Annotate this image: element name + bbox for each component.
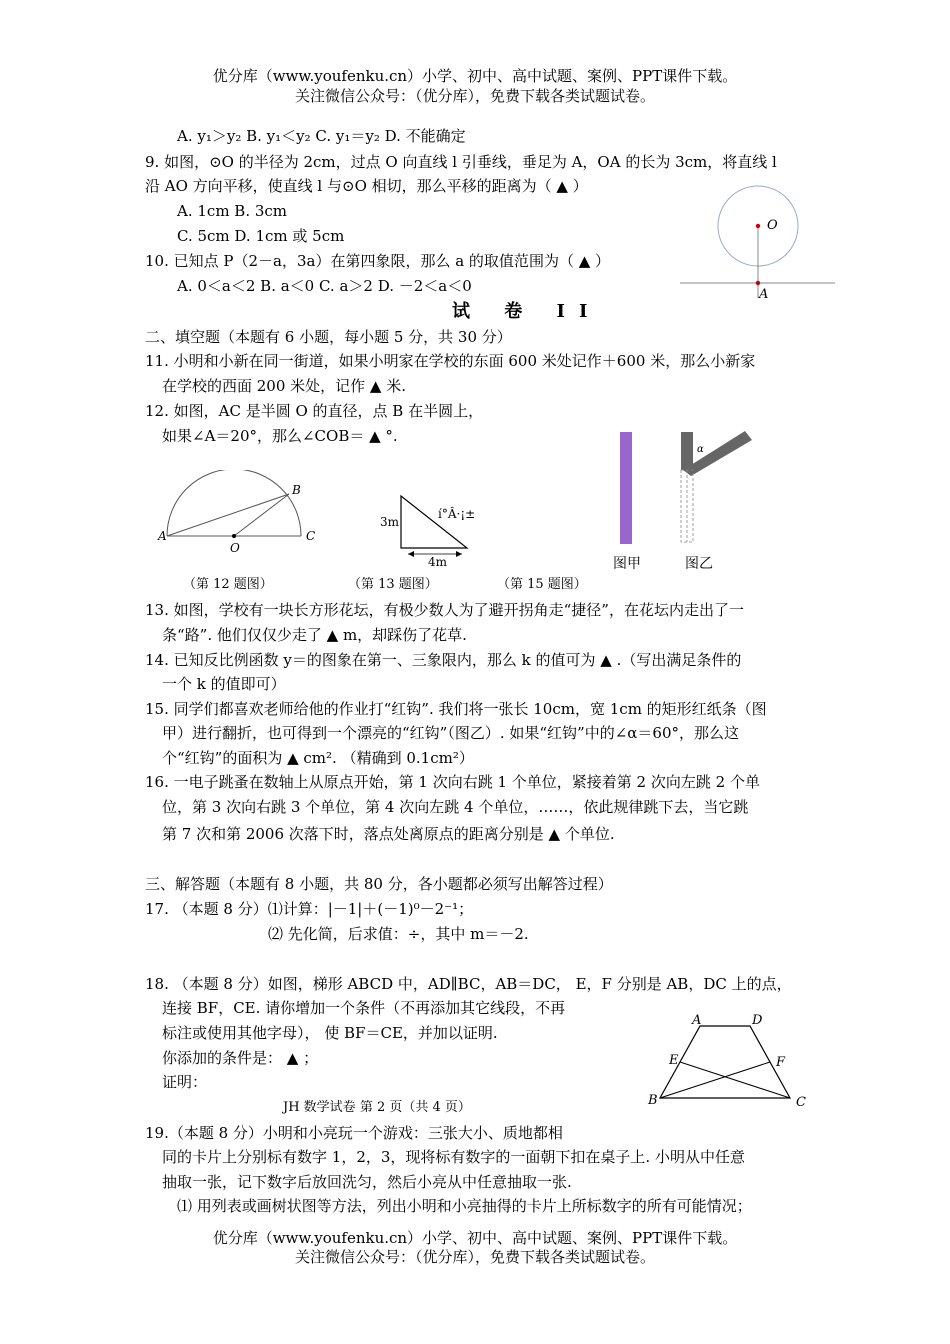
q9-point-a — [756, 281, 760, 285]
header-line-1: 优分库（www.youfenku.cn）小学、初中、高中试题、案例、PPT课件下载。 — [212, 67, 738, 85]
q13-line-2: 条“路”. 他们仅仅少走了 ▲ m，却踩伤了花草. — [162, 626, 467, 644]
fig12-label-a: A — [158, 529, 167, 543]
section-title: 试 卷 II — [452, 301, 602, 322]
q8-options: A. y₁＞y₂ B. y₁＜y₂ C. y₁＝y₂ D. 不能确定 — [177, 127, 466, 145]
q18-line-1: 18. （本题 8 分）如图，梯形 ABCD 中，AD∥BC，AB＝DC， E，F 分别是 AB，DC 上的点， — [145, 975, 792, 993]
q13-line-1: 13. 如图，学校有一块长方形花坛，有极少数人为了避开拐角走“捷径”，在花坛内走出了一 — [145, 601, 744, 619]
fig15-label-alpha: α — [697, 444, 704, 455]
q19-line-1: 19.（本题 8 分）小明和小亮玩一个游戏：三张大小、质地都相 — [145, 1124, 563, 1142]
q16-line-1: 16. 一电子跳蚤在数轴上从原点开始，第 1 次向右跳 1 个单位，紧接着第 2 次向左跳 2 个单 — [145, 773, 760, 791]
q18-line-2: 连接 BF，CE. 请你增加一个条件（不再添加其它线段，不再 — [162, 999, 566, 1017]
fig18-label-c: C — [796, 1095, 806, 1108]
fig12-label-o: O — [230, 541, 240, 555]
footer-line-1: 优分库（www.youfenku.cn）小学、初中、高中试题、案例、PPT课件下载。 — [212, 1229, 738, 1247]
q17-line-1: 17. （本题 8 分）⑴计算：|－1|＋(－1)⁰－2⁻¹； — [145, 900, 474, 918]
q15-line-2: 甲）进行翻折，也可得到一个漂亮的“红钩”（图乙）. 如果“红钩”中的∠α＝60°，那么这 — [162, 724, 739, 742]
fig12-caption: （第 12 题图） — [183, 577, 273, 592]
fig12-semicircle — [167, 470, 301, 536]
q19-line-2: 同的卡片上分别标有数字 1，2，3，现将标有数字的一面朝下扣在桌子上. 小明从中任意 — [162, 1148, 745, 1166]
page-footer: JH 数学试卷 第 2 页（共 4 页） — [283, 1100, 471, 1115]
fig12-label-b: B — [292, 483, 301, 497]
header-line-2: 关注微信公众号：（优分库），免费下载各类试题试卷。 — [294, 87, 655, 105]
fig12-radius-ob — [234, 494, 289, 536]
q9-label-o: O — [767, 218, 778, 233]
q9-line-1: 9. 如图，⊙O 的半径为 2cm，过点 O 向直线 l 引垂线，垂足为 A，OA 的长为 3cm，将直线 l — [145, 153, 777, 171]
fig18-label-f: F — [776, 1055, 786, 1070]
fig13-label-w: 4m — [428, 555, 448, 569]
fig13-label-path: í°Â·¡± — [438, 507, 476, 521]
q10-options: A. 0＜a＜2 B. a＜0 C. a＞2 D. －2＜a＜0 — [177, 277, 472, 295]
q16-line-2: 位，第 3 次向右跳 3 个单位，第 4 次向左跳 4 个单位，……，依此规律跳下去，当它跳 — [162, 798, 749, 816]
q9-figure — [680, 180, 840, 305]
q18-line-5: 证明： — [162, 1073, 208, 1091]
fig18-label-e: E — [669, 1053, 679, 1068]
q15-line-3: 个“红钩”的面积为 ▲ cm². （精确到 0.1cm²） — [162, 749, 474, 767]
q11-line-1: 11. 小明和小新在同一街道，如果小明家在学校的东面 600 米处记作＋600 米，那么小新家 — [145, 352, 756, 370]
fig15-hook-arm — [683, 431, 752, 476]
fig12 — [150, 470, 330, 560]
fig12-center — [232, 534, 236, 538]
q16-line-3: 第 7 次和第 2006 次落下时，落点处离原点的距离分别是 ▲ 个单位. — [162, 825, 615, 843]
q15-line-1: 15. 同学们都喜欢老师给他的作业打“红钩”. 我们将一张长 10cm，宽 1cm 的矩形红纸条（图 — [145, 700, 767, 718]
q9-point-o — [756, 224, 760, 228]
fig15-hook-vertical — [681, 432, 693, 470]
fig13-arrowhead-right — [456, 551, 462, 557]
fig15 — [605, 426, 765, 578]
part3-heading: 三、解答题（本题有 8 小题，共 80 分，各小题都必须写出解答过程） — [145, 875, 613, 893]
fig15-label-yi: 图乙 — [685, 556, 713, 572]
part2-heading: 二、填空题（本题有 6 小题，每小题 5 分，共 30 分） — [145, 328, 512, 346]
fig15-label-jia: 图甲 — [613, 556, 641, 572]
fig18-label-a: A — [692, 1013, 702, 1028]
q9-label-a: A — [759, 287, 769, 302]
fig13-label-h: 3m — [380, 515, 400, 529]
fig12-label-c: C — [306, 529, 316, 543]
q10-line-1: 10. 已知点 P（2－a，3a）在第四象限，那么 a 的取值范围为（ ▲ ） — [145, 252, 611, 270]
fig13-caption: （第 13 题图） — [348, 577, 438, 592]
q9-options-2: C. 5cm D. 1cm 或 5cm — [177, 227, 345, 245]
q19-line-4: ⑴ 用列表或画树状图等方法，列出小明和小亮抽得的卡片上所标数字的所有可能情况； — [177, 1197, 752, 1215]
q18-line-3: 标注或使用其他字母）， 使 BF＝CE，并加以证明. — [162, 1024, 498, 1042]
q12-line-1: 12. 如图，AC 是半圆 O 的直径，点 B 在半圆上， — [145, 402, 484, 420]
fig18-label-b: B — [648, 1093, 658, 1108]
fig13-arrowhead-left — [408, 551, 414, 557]
q19-line-3: 抽取一张，记下数字后放回洗匀，然后小亮从中任意抽取一张. — [162, 1173, 572, 1191]
fig12-chord-ab — [167, 494, 289, 536]
fig18 — [645, 1008, 815, 1108]
q12-line-2: 如果∠A＝20°，那么∠COB＝ ▲ °. — [162, 427, 398, 445]
q14-line-1: 14. 已知反比例函数 y＝的图象在第一、三象限内，那么 k 的值可为 ▲ .（写出满足条件的 — [145, 651, 742, 669]
fig13-triangle — [401, 496, 467, 548]
fig15-strip-jia — [620, 432, 632, 544]
footer-line-2: 关注微信公众号：（优分库），免费下载各类试题试卷。 — [294, 1248, 655, 1266]
q9-line-2: 沿 AO 方向平移，使直线 l 与⊙O 相切，那么平移的距离为（ ▲ ） — [145, 177, 588, 195]
fig18-trapezoid — [660, 1026, 790, 1098]
q14-line-2: 一个 k 的值即可） — [162, 675, 286, 693]
q18-line-4: 你添加的条件是： ▲ ； — [162, 1049, 319, 1067]
q9-options-1: A. 1cm B. 3cm — [177, 202, 288, 220]
q11-line-2: 在学校的西面 200 米处，记作 ▲ 米. — [162, 377, 407, 395]
q17-line-2: ⑵ 先化简，后求值：÷，其中 m＝－2. — [268, 925, 529, 943]
fig18-label-d: D — [752, 1013, 763, 1028]
fig15-caption: （第 15 题图） — [497, 577, 587, 592]
fig13 — [378, 490, 488, 572]
